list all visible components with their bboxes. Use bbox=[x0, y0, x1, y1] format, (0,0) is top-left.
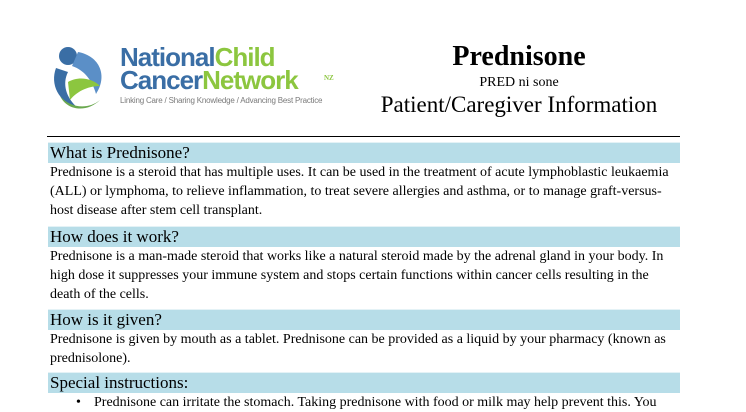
section-how-given bbox=[48, 309, 680, 368]
logo-wordmark: NationalChild CancerNetwork Linking Care / Sharing Knowledge / Advancing Best Practice bbox=[120, 42, 323, 105]
document-header bbox=[360, 40, 678, 119]
section-heading: How does it work? bbox=[48, 226, 680, 247]
bullet-icon: • bbox=[76, 395, 81, 410]
section-heading: Special instructions: bbox=[48, 372, 680, 393]
section-heading: What is Prednisone? bbox=[48, 142, 680, 163]
section-how-it-works bbox=[48, 226, 680, 304]
section-body: Prednisone is given by mouth as a tablet. Prednisone can be provided as a liquid by your pharmacy (known as prednisolone). bbox=[50, 332, 666, 366]
section-body: Prednisone is a man-made steroid that works like a natural steroid made by the adrenal gland in your body. In high dose it suppresses your immune system and stops certain functions within cancer cells resulting in the death of the cells. bbox=[50, 249, 664, 302]
page-title: Prednisone bbox=[452, 41, 586, 72]
page-subtitle: Patient/Caregiver Information bbox=[380, 92, 658, 117]
logo-nz-mark: NZ bbox=[324, 74, 334, 82]
national-child-cancer-network-logo bbox=[48, 40, 348, 120]
list-item bbox=[48, 393, 680, 412]
logo-emblem-icon bbox=[48, 42, 118, 114]
section-what-is bbox=[48, 142, 680, 220]
list-item-text: Prednisone can irritate the stomach. Taking prednisone with food or milk may help prevent this. You bbox=[94, 395, 657, 410]
section-body: Prednisone is a steroid that has multiple uses. It can be used in the treatment of acute lymphoblastic leukaemia (ALL) or lymphoma, to relieve inflammation, to treat severe allergies and asthma, or to manage graft-versus-host disease after stem cell transplant. bbox=[50, 165, 669, 218]
section-special-instructions bbox=[48, 372, 680, 412]
section-heading: How is it given? bbox=[48, 309, 680, 330]
logo-tagline: Linking Care / Sharing Knowledge / Advancing Best Practice bbox=[120, 96, 323, 105]
pronunciation: PRED ni sone bbox=[479, 75, 559, 90]
header-divider bbox=[47, 136, 680, 137]
